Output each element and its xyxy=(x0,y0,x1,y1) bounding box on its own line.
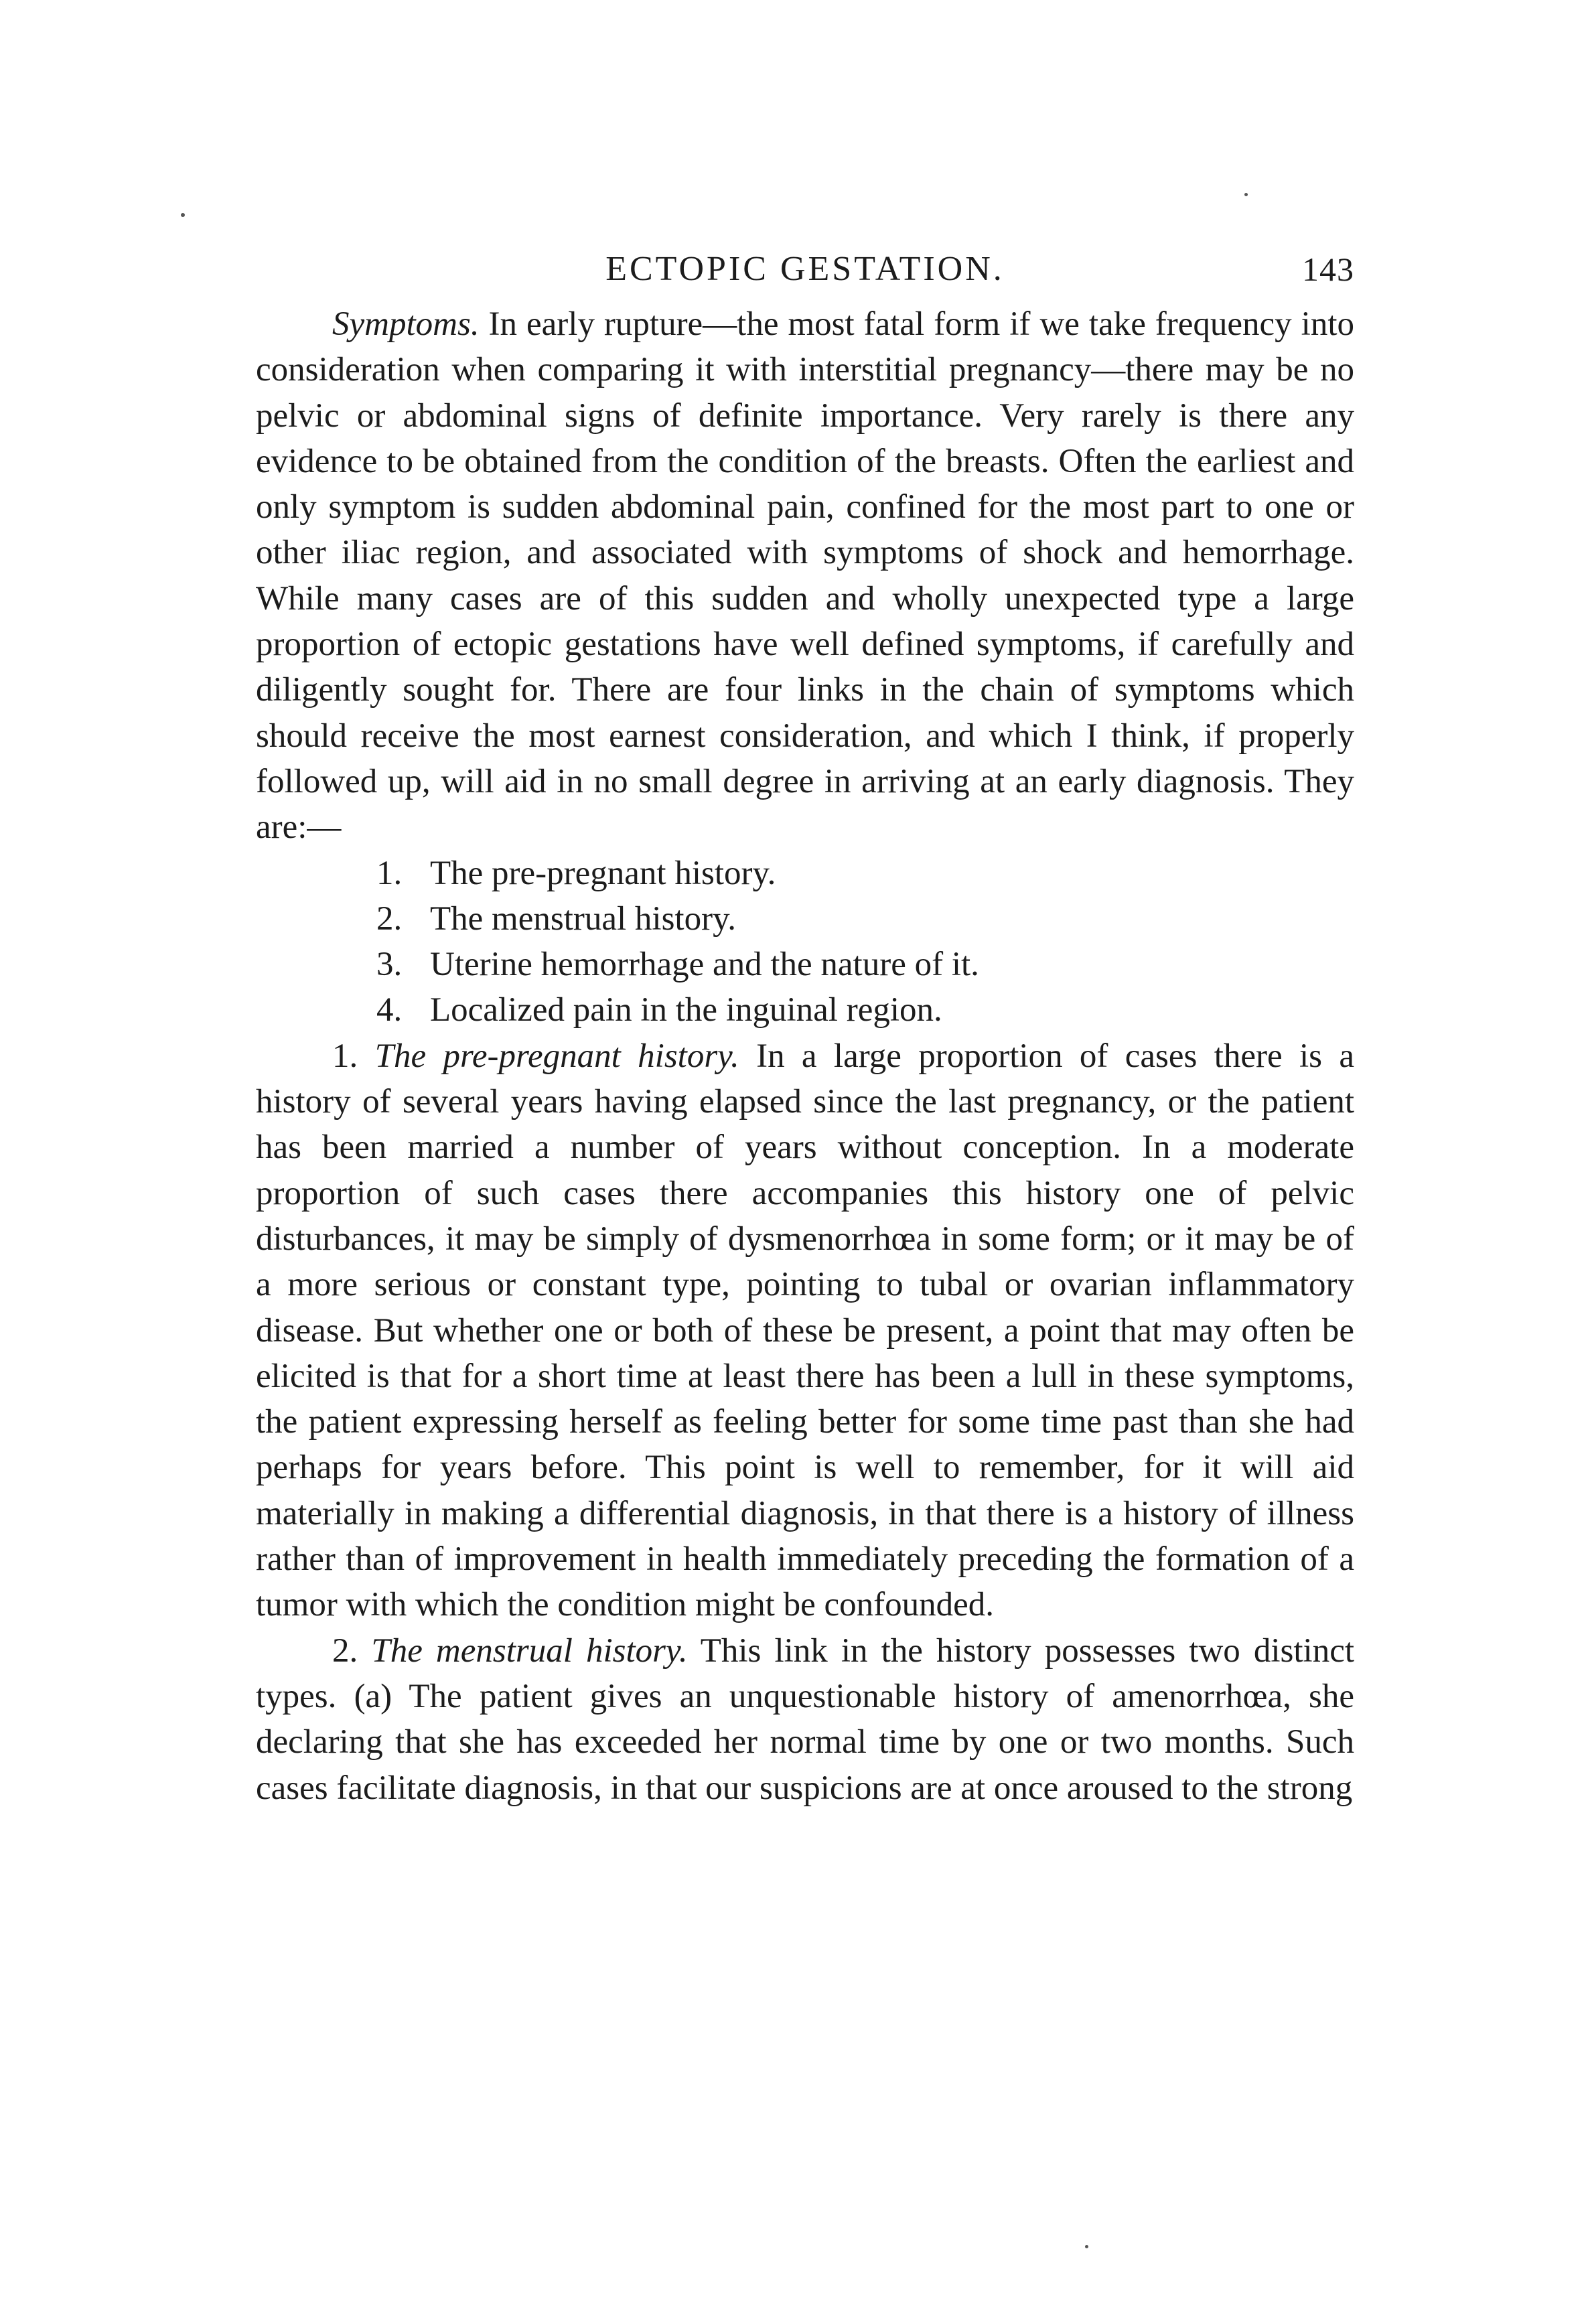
scan-speck xyxy=(1244,193,1248,196)
symptom-links-list xyxy=(256,851,1354,1033)
list-item-text: Uterine hemorrhage and the nature of it. xyxy=(430,946,979,984)
list-item xyxy=(376,942,1354,987)
book-page xyxy=(256,241,1354,1811)
list-item-text: The menstrual history. xyxy=(430,899,737,938)
section-number: 2. xyxy=(332,1631,358,1670)
list-item xyxy=(376,851,1354,896)
page-number: 143 xyxy=(1302,250,1354,288)
intro-paragraph xyxy=(256,301,1354,851)
section-number: 1. xyxy=(332,1037,358,1075)
scan-speck xyxy=(1085,2245,1088,2248)
section-heading: The pre-pregnant history. xyxy=(374,1037,739,1075)
section-heading: The menstrual history. xyxy=(371,1631,688,1670)
body-text xyxy=(256,301,1354,1811)
list-item-number: 4. xyxy=(376,991,403,1029)
list-item-number: 2. xyxy=(376,899,403,938)
marker-a: (a) xyxy=(354,1677,392,1715)
list-item-text: The pre-pregnant history. xyxy=(430,854,776,892)
section-text-part-2: The patient gives an unquestionable history of amenorrhœa, she declaring that she has exceeded her normal time by one or two months. Such cases facilitate diagnosis, in that our suspicions are at once aroused to the strong xyxy=(256,1677,1354,1807)
running-head xyxy=(256,241,1354,297)
intro-text: In early rupture—the most fatal form if we take frequency into consideration when comparing it with interstitial pregnancy—there may be no pelvic or abdominal signs of definite importance. Very rarely is there any evidence to be obtained from the condition of the breasts. Often the earliest and only symptom is sudden abdominal pain, confined for the most part to one or other iliac region, and associated with symptoms of shock and hemorrhage. While many cases are of this sudden and wholly unexpected type a large proportion of ectopic gestations have well defined symptoms, if carefully and diligently sought for. There are four links in the chain of symptoms which should receive the most earnest consideration, and which I think, if properly followed up, will aid in no small degree in arriving at an early diagnosis. They are:— xyxy=(256,305,1354,847)
section-text: In a large proportion of cases there is a history of several years having elapsed since the last pregnancy, or the patient has been married a number of years without conception. In a moderate proportion of such cases there accompanies this history one of pelvic disturbances, it may be simply of dysmenorrhœa in some form; or it may be of a more serious or constant type, pointing to tubal or ovarian inflammatory disease. But whether one or both of these be present, a point that may often be elicited is that for a short time at least there has been a lull in these symptoms, the patient expressing herself as feeling better for some time past than she had perhaps for years before. This point is well to remember, for it will aid materially in making a differential diagnosis, in that there is a history of illness rather than of improvement in health immediately preceding the formation of a tumor with which the condition might be confounded. xyxy=(256,1037,1354,1624)
list-item xyxy=(376,896,1354,942)
symptoms-lead: Symptoms. xyxy=(332,305,480,343)
page-title: ECTOPIC GESTATION. xyxy=(605,250,1005,288)
list-item-number: 1. xyxy=(376,854,403,892)
list-item xyxy=(376,987,1354,1033)
list-item-text: Localized pain in the inguinal region. xyxy=(430,991,942,1029)
list-item-number: 3. xyxy=(376,946,403,984)
scan-speck xyxy=(181,213,185,217)
section-text-part-1: This link in the history possesses two distinct types. xyxy=(256,1631,1355,1715)
menstrual-history-paragraph xyxy=(256,1628,1354,1811)
pre-pregnant-history-paragraph xyxy=(256,1033,1354,1628)
